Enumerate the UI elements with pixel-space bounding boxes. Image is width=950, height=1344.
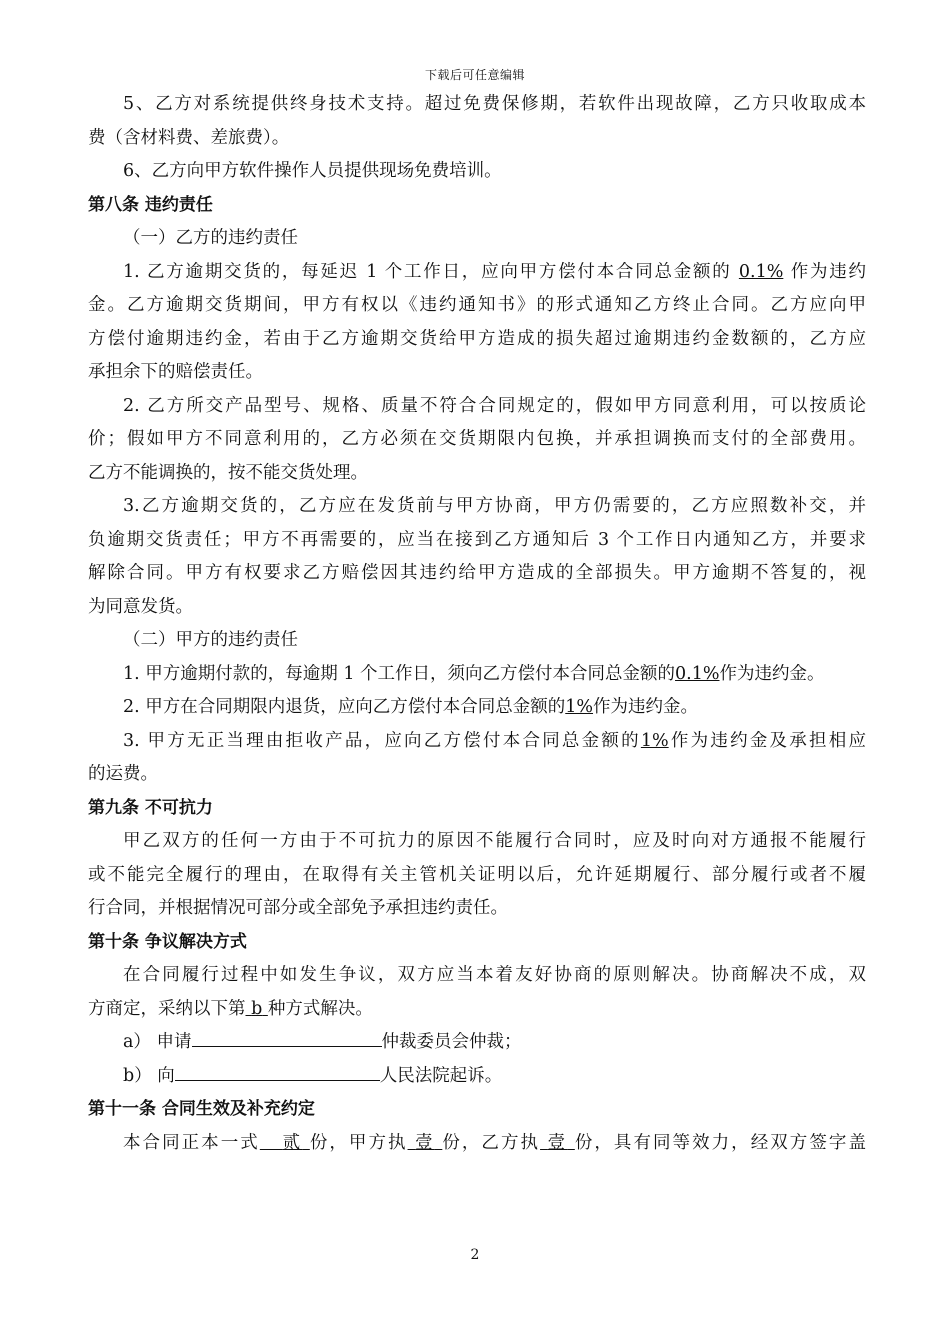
copies-party-b-value: 壹 bbox=[547, 1132, 568, 1153]
dispute-option-letter: b bbox=[251, 998, 263, 1019]
line-text: 作为违约金。 bbox=[719, 663, 825, 684]
section-heading-article-9: 第九条 不可抗力 bbox=[88, 797, 213, 818]
paragraph-line: 负逾期交货责任；甲方不再需要的，应当在接到乙方通知后 3 个工作日内通知乙方，并要求 bbox=[88, 529, 866, 550]
paragraph-line: 行合同，并根据情况可部分或全部免予承担违约责任。 bbox=[88, 898, 508, 918]
arbitration-blank bbox=[192, 1026, 382, 1047]
penalty-rate-value: 0.1% bbox=[738, 261, 784, 282]
line-text: 本合同正本一式 bbox=[123, 1132, 260, 1153]
line-text: 作为违约 bbox=[790, 261, 866, 282]
paragraph-line: 6、乙方向甲方软件操作人员提供现场免费培训。 bbox=[123, 161, 502, 181]
paragraph-line: 3.乙方逾期交货的，乙方应在发货前与甲方协商，甲方仍需要的，乙方应照数补交，并 bbox=[123, 496, 866, 516]
line-text: 份，具有同等效力，经双方签字盖 bbox=[574, 1132, 866, 1153]
option-b-line bbox=[88, 1060, 866, 1094]
document-body bbox=[88, 88, 866, 1160]
copies-party-a-value: 壹 bbox=[415, 1132, 435, 1153]
copies-total-value: 贰 bbox=[282, 1132, 303, 1153]
line-text: 2. 甲方在合同期限内退货，应向乙方偿付本合同总金额的 bbox=[123, 697, 566, 717]
option-a-line bbox=[88, 1026, 866, 1060]
paragraph-line bbox=[88, 256, 866, 290]
paragraph-line: 承担余下的赔偿责任。 bbox=[88, 362, 263, 382]
copies-party-b bbox=[540, 1133, 575, 1153]
penalty-rate-value: 1% bbox=[565, 697, 594, 717]
penalty-rate-value: 1% bbox=[640, 730, 669, 751]
court-blank bbox=[175, 1060, 380, 1081]
paragraph-line: 5、乙方对系统提供终身技术支持。超过免费保修期，若软件出现故障，乙方只收取成本 bbox=[123, 94, 866, 114]
paragraph-line bbox=[88, 691, 866, 725]
dispute-option-value bbox=[246, 999, 268, 1019]
penalty-rate-value: 0.1% bbox=[675, 663, 720, 684]
page-header: 下载后可任意编辑 bbox=[424, 68, 525, 82]
line-text: 种方式解决。 bbox=[267, 998, 373, 1019]
line-text: 作为违约金。 bbox=[593, 697, 699, 717]
paragraph-line: 甲乙双方的任何一方由于不可抗力的原因不能履行合同时，应及时向对方通报不能履行 bbox=[123, 831, 866, 851]
paragraph-line bbox=[88, 658, 866, 692]
line-text: 仲裁委员会仲裁； bbox=[381, 1032, 522, 1052]
line-text: 1. 乙方逾期交货的，每延迟 1 个工作日，应向甲方偿付本合同总金额的 bbox=[123, 261, 732, 282]
paragraph-line bbox=[88, 725, 866, 759]
line-text: b） 向 bbox=[123, 1065, 175, 1086]
copies-party-a bbox=[408, 1133, 443, 1153]
paragraph-line: 2. 乙方所交产品型号、规格、质量不符合合同规定的，假如甲方同意利用，可以按质论 bbox=[123, 395, 866, 416]
paragraph-line: 或不能完全履行的理由，在取得有关主管机关证明以后，允许延期履行、部分履行或者不履 bbox=[88, 864, 866, 885]
paragraph-line bbox=[88, 993, 866, 1027]
paragraph-line: 解除合同。甲方有权要求乙方赔偿因其违约给甲方造成的全部损失。甲方逾期不答复的，视 bbox=[88, 563, 866, 583]
subsection-heading: （二）甲方的违约责任 bbox=[123, 630, 298, 650]
paragraph-line: 乙方不能调换的，按不能交货处理。 bbox=[88, 462, 368, 483]
section-heading-article-11: 第十一条 合同生效及补充约定 bbox=[88, 1099, 315, 1119]
paragraph-line bbox=[88, 1127, 866, 1161]
line-text: 份，甲方执 bbox=[309, 1132, 408, 1153]
line-text: 作为违约金及承担相应 bbox=[668, 730, 866, 751]
line-text: 1. 甲方逾期付款的，每逾期 1 个工作日，须向乙方偿付本合同总金额的 bbox=[123, 663, 676, 684]
paragraph-line: 费（含材料费、差旅费）。 bbox=[88, 127, 290, 148]
section-heading-article-8: 第八条 违约责任 bbox=[88, 194, 213, 215]
paragraph-line: 方偿付逾期违约金，若由于乙方逾期交货给甲方造成的损失超过逾期违约金数额的，乙方应 bbox=[88, 328, 866, 349]
paragraph-line: 为同意发货。 bbox=[88, 596, 193, 617]
page-number: 2 bbox=[470, 1247, 480, 1263]
line-text: 3. 甲方无正当理由拒收产品，应向乙方偿付本合同总金额的 bbox=[123, 730, 641, 751]
paragraph-line: 在合同履行过程中如发生争议，双方应当本着友好协商的原则解决。协商解决不成，双 bbox=[123, 965, 866, 985]
section-heading-article-10: 第十条 争议解决方式 bbox=[88, 931, 247, 952]
subsection-heading: （一）乙方的违约责任 bbox=[123, 228, 298, 248]
line-text: 方商定，采纳以下第 bbox=[88, 998, 246, 1019]
line-text: a） 申请 bbox=[123, 1032, 192, 1052]
copies-total bbox=[260, 1133, 310, 1153]
line-text: 份，乙方执 bbox=[442, 1132, 541, 1153]
paragraph-line: 金。乙方逾期交货期间，甲方有权以《违约通知书》的形式通知乙方终止合同。乙方应向甲 bbox=[88, 295, 866, 315]
paragraph-line: 价；假如甲方不同意利用的，乙方必须在交货期限内包换，并承担调换而支付的全部费用。 bbox=[88, 429, 866, 449]
line-text: 人民法院起诉。 bbox=[379, 1065, 503, 1086]
paragraph-line: 的运费。 bbox=[88, 764, 158, 784]
